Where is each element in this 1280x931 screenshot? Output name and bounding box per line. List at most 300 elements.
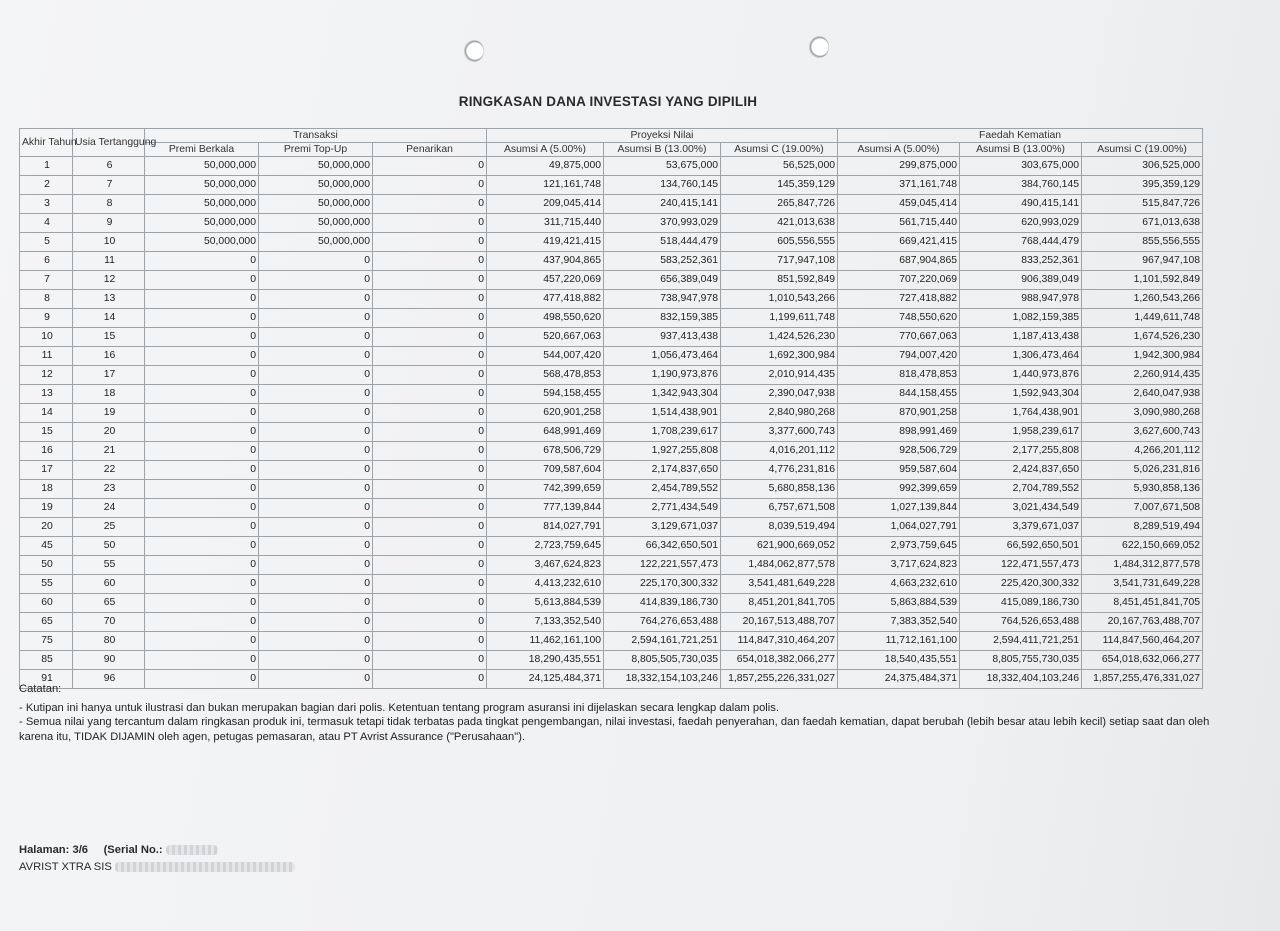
table-cell: 20 xyxy=(20,518,73,537)
table-cell: 568,478,853 xyxy=(487,366,604,385)
table-cell: 265,847,726 xyxy=(721,195,838,214)
table-cell: 742,399,659 xyxy=(487,480,604,499)
redacted-serial xyxy=(166,845,218,855)
table-cell: 2,704,789,552 xyxy=(960,480,1082,499)
table-cell: 748,550,620 xyxy=(838,309,960,328)
table-cell: 0 xyxy=(145,537,259,556)
table-cell: 0 xyxy=(145,499,259,518)
table-row xyxy=(20,347,1203,366)
table-cell: 0 xyxy=(259,613,373,632)
table-cell: 5 xyxy=(20,233,73,252)
table-cell: 0 xyxy=(259,461,373,480)
table-cell: 80 xyxy=(73,632,145,651)
page-footer xyxy=(19,842,295,876)
table-cell: 520,667,063 xyxy=(487,328,604,347)
table-row xyxy=(20,157,1203,176)
table-row xyxy=(20,385,1203,404)
product-name: AVRIST XTRA SIS xyxy=(19,861,112,873)
table-cell: 24,125,484,371 xyxy=(487,670,604,689)
table-cell: 85 xyxy=(20,651,73,670)
table-cell: 5,613,884,539 xyxy=(487,594,604,613)
table-cell: 25 xyxy=(73,518,145,537)
table-cell: 4,663,232,610 xyxy=(838,575,960,594)
table-cell: 0 xyxy=(373,404,487,423)
table-cell: 20,167,513,488,707 xyxy=(721,613,838,632)
table-cell: 0 xyxy=(373,423,487,442)
table-cell: 0 xyxy=(145,442,259,461)
table-cell: 0 xyxy=(259,651,373,670)
table-cell: 299,875,000 xyxy=(838,157,960,176)
table-cell: 0 xyxy=(373,157,487,176)
table-cell: 7,383,352,540 xyxy=(838,613,960,632)
table-cell: 0 xyxy=(373,290,487,309)
table-cell: 2,594,161,721,251 xyxy=(604,632,721,651)
notes-section xyxy=(19,682,1219,744)
table-cell: 14 xyxy=(20,404,73,423)
table-cell: 0 xyxy=(373,252,487,271)
table-cell: 0 xyxy=(145,556,259,575)
table-cell: 605,556,555 xyxy=(721,233,838,252)
table-cell: 620,901,258 xyxy=(487,404,604,423)
table-cell: 1,056,473,464 xyxy=(604,347,721,366)
table-cell: 4 xyxy=(20,214,73,233)
table-cell: 622,150,669,052 xyxy=(1082,537,1203,556)
table-cell: 1,027,139,844 xyxy=(838,499,960,518)
table-cell: 1,692,300,984 xyxy=(721,347,838,366)
table-cell: 1,484,312,877,578 xyxy=(1082,556,1203,575)
table-cell: 0 xyxy=(373,309,487,328)
table-row xyxy=(20,461,1203,480)
table-cell: 1,857,255,226,331,027 xyxy=(721,670,838,689)
table-row xyxy=(20,632,1203,651)
group-proyeksi: Proyeksi Nilai xyxy=(487,129,838,143)
table-cell: 0 xyxy=(259,594,373,613)
table-cell: 0 xyxy=(373,366,487,385)
table-cell: 395,359,129 xyxy=(1082,176,1203,195)
table-cell: 0 xyxy=(259,252,373,271)
table-cell: 0 xyxy=(259,518,373,537)
investment-table xyxy=(19,128,1203,689)
table-cell: 2,973,759,645 xyxy=(838,537,960,556)
table-cell: 844,158,455 xyxy=(838,385,960,404)
table-cell: 14 xyxy=(73,309,145,328)
table-cell: 0 xyxy=(373,480,487,499)
table-cell: 2,010,914,435 xyxy=(721,366,838,385)
table-cell: 19 xyxy=(20,499,73,518)
col-usia: Usia Tertanggung xyxy=(73,129,145,157)
table-cell: 240,415,141 xyxy=(604,195,721,214)
table-cell: 114,847,560,464,207 xyxy=(1082,632,1203,651)
table-cell: 814,027,791 xyxy=(487,518,604,537)
table-cell: 1,064,027,791 xyxy=(838,518,960,537)
table-cell: 0 xyxy=(373,670,487,689)
table-cell: 654,018,632,066,277 xyxy=(1082,651,1203,670)
table-cell: 421,013,638 xyxy=(721,214,838,233)
col-faedah-c: Asumsi C (19.00%) xyxy=(1082,143,1203,157)
table-cell: 988,947,978 xyxy=(960,290,1082,309)
table-cell: 0 xyxy=(145,575,259,594)
table-cell: 11,462,161,100 xyxy=(487,632,604,651)
table-cell: 0 xyxy=(373,499,487,518)
table-cell: 3,129,671,037 xyxy=(604,518,721,537)
table-cell: 0 xyxy=(145,518,259,537)
table-cell: 0 xyxy=(259,480,373,499)
table-cell: 96 xyxy=(73,670,145,689)
table-cell: 50,000,000 xyxy=(259,233,373,252)
table-cell: 3,467,624,823 xyxy=(487,556,604,575)
table-row xyxy=(20,328,1203,347)
table-row xyxy=(20,480,1203,499)
table-row xyxy=(20,499,1203,518)
table-cell: 2,840,980,268 xyxy=(721,404,838,423)
table-cell: 0 xyxy=(145,271,259,290)
table-cell: 50,000,000 xyxy=(145,176,259,195)
table-cell: 2,424,837,650 xyxy=(960,461,1082,480)
table-row xyxy=(20,404,1203,423)
table-row xyxy=(20,195,1203,214)
table-cell: 4,016,201,112 xyxy=(721,442,838,461)
table-cell: 0 xyxy=(145,423,259,442)
table-cell: 648,991,469 xyxy=(487,423,604,442)
table-cell: 1,199,611,748 xyxy=(721,309,838,328)
table-cell: 437,904,865 xyxy=(487,252,604,271)
table-cell: 1,082,159,385 xyxy=(960,309,1082,328)
table-cell: 50,000,000 xyxy=(259,195,373,214)
table-cell: 90 xyxy=(73,651,145,670)
table-row xyxy=(20,423,1203,442)
table-cell: 0 xyxy=(145,252,259,271)
table-cell: 5,680,858,136 xyxy=(721,480,838,499)
punch-hole xyxy=(809,36,829,58)
table-cell: 0 xyxy=(373,176,487,195)
table-cell: 0 xyxy=(373,271,487,290)
notes-heading: Catatan: xyxy=(19,683,62,695)
table-cell: 370,993,029 xyxy=(604,214,721,233)
table-cell: 2,177,255,808 xyxy=(960,442,1082,461)
table-cell: 0 xyxy=(259,271,373,290)
table-cell: 678,506,729 xyxy=(487,442,604,461)
table-cell: 1,592,943,304 xyxy=(960,385,1082,404)
table-cell: 24,375,484,371 xyxy=(838,670,960,689)
table-cell: 13 xyxy=(20,385,73,404)
table-cell: 50 xyxy=(20,556,73,575)
table-cell: 16 xyxy=(73,347,145,366)
table-cell: 707,220,069 xyxy=(838,271,960,290)
table-cell: 937,413,438 xyxy=(604,328,721,347)
table-cell: 5,930,858,136 xyxy=(1082,480,1203,499)
table-row xyxy=(20,556,1203,575)
table-cell: 2,594,411,721,251 xyxy=(960,632,1082,651)
table-cell: 0 xyxy=(373,328,487,347)
table-cell: 15 xyxy=(73,328,145,347)
table-row xyxy=(20,518,1203,537)
table-cell: 50,000,000 xyxy=(145,214,259,233)
table-cell: 870,901,258 xyxy=(838,404,960,423)
table-cell: 50,000,000 xyxy=(259,176,373,195)
table-cell: 2,640,047,938 xyxy=(1082,385,1203,404)
table-cell: 1,484,062,877,578 xyxy=(721,556,838,575)
table-cell: 16 xyxy=(20,442,73,461)
table-cell: 18,540,435,551 xyxy=(838,651,960,670)
table-row xyxy=(20,271,1203,290)
table-cell: 9 xyxy=(73,214,145,233)
table-cell: 114,847,310,464,207 xyxy=(721,632,838,651)
table-cell: 50,000,000 xyxy=(145,157,259,176)
table-cell: 1,958,239,617 xyxy=(960,423,1082,442)
table-cell: 0 xyxy=(373,651,487,670)
table-row xyxy=(20,214,1203,233)
table-cell: 145,359,129 xyxy=(721,176,838,195)
table-cell: 12 xyxy=(73,271,145,290)
col-proyeksi-c: Asumsi C (19.00%) xyxy=(721,143,838,157)
table-cell: 0 xyxy=(259,632,373,651)
table-cell: 3,627,600,743 xyxy=(1082,423,1203,442)
table-cell: 4,266,201,112 xyxy=(1082,442,1203,461)
table-cell: 2,723,759,645 xyxy=(487,537,604,556)
table-cell: 777,139,844 xyxy=(487,499,604,518)
table-cell: 4,413,232,610 xyxy=(487,575,604,594)
table-cell: 55 xyxy=(20,575,73,594)
table-cell: 23 xyxy=(73,480,145,499)
table-cell: 794,007,420 xyxy=(838,347,960,366)
table-row xyxy=(20,594,1203,613)
table-cell: 0 xyxy=(259,575,373,594)
table-cell: 2,390,047,938 xyxy=(721,385,838,404)
table-row xyxy=(20,537,1203,556)
note-item: - Semua nilai yang tercantum dalam ringkasan produk ini, termasuk tetapi tidak terbatas pada tingkat pengembangan, nilai investasi, faedah penyerahan, dan faedah kematian, dapat berubah (lebih besar atau lebih kecil) setiap saat dan oleh karena itu, TIDAK DIJAMIN oleh agen, petugas pemasaran, atau PT Avrist Assurance ("Perusahaan"). xyxy=(19,716,1210,743)
table-cell: 8,289,519,494 xyxy=(1082,518,1203,537)
col-proyeksi-a: Asumsi A (5.00%) xyxy=(487,143,604,157)
table-cell: 17 xyxy=(20,461,73,480)
table-cell: 6 xyxy=(20,252,73,271)
note-item: - Kutipan ini hanya untuk ilustrasi dan bukan merupakan bagian dari polis. Ketentuan tentang program asuransi ini dijelaskan secara lengkap dalam polis. xyxy=(19,702,779,715)
table-cell: 832,159,385 xyxy=(604,309,721,328)
table-cell: 898,991,469 xyxy=(838,423,960,442)
table-cell: 0 xyxy=(145,670,259,689)
table-cell: 0 xyxy=(259,290,373,309)
table-cell: 1,764,438,901 xyxy=(960,404,1082,423)
table-cell: 7 xyxy=(73,176,145,195)
table-cell: 1,857,255,476,331,027 xyxy=(1082,670,1203,689)
table-cell: 18 xyxy=(73,385,145,404)
table-cell: 768,444,479 xyxy=(960,233,1082,252)
table-cell: 0 xyxy=(373,556,487,575)
serial-label: (Serial No.: xyxy=(103,844,163,856)
table-cell: 121,161,748 xyxy=(487,176,604,195)
col-faedah-b: Asumsi B (13.00%) xyxy=(960,143,1082,157)
table-cell: 15 xyxy=(20,423,73,442)
table-cell: 3,541,731,649,228 xyxy=(1082,575,1203,594)
table-cell: 0 xyxy=(145,328,259,347)
table-cell: 0 xyxy=(259,423,373,442)
table-cell: 0 xyxy=(145,347,259,366)
table-cell: 0 xyxy=(259,366,373,385)
table-cell: 55 xyxy=(73,556,145,575)
table-cell: 0 xyxy=(373,195,487,214)
table-row xyxy=(20,366,1203,385)
table-cell: 992,399,659 xyxy=(838,480,960,499)
table-cell: 0 xyxy=(145,385,259,404)
table-cell: 671,013,638 xyxy=(1082,214,1203,233)
table-cell: 7,133,352,540 xyxy=(487,613,604,632)
table-cell: 0 xyxy=(259,499,373,518)
table-cell: 8,039,519,494 xyxy=(721,518,838,537)
table-cell: 56,525,000 xyxy=(721,157,838,176)
table-cell: 477,418,882 xyxy=(487,290,604,309)
table-cell: 855,556,555 xyxy=(1082,233,1203,252)
table-cell: 1,927,255,808 xyxy=(604,442,721,461)
table-cell: 225,170,300,332 xyxy=(604,575,721,594)
table-cell: 10 xyxy=(73,233,145,252)
table-cell: 10 xyxy=(20,328,73,347)
table-cell: 18,332,404,103,246 xyxy=(960,670,1082,689)
table-cell: 1,708,239,617 xyxy=(604,423,721,442)
table-cell: 20,167,763,488,707 xyxy=(1082,613,1203,632)
table-cell: 18,290,435,551 xyxy=(487,651,604,670)
table-cell: 654,018,382,066,277 xyxy=(721,651,838,670)
table-cell: 0 xyxy=(373,233,487,252)
table-cell: 0 xyxy=(373,385,487,404)
table-cell: 384,760,145 xyxy=(960,176,1082,195)
table-cell: 134,760,145 xyxy=(604,176,721,195)
table-cell: 303,675,000 xyxy=(960,157,1082,176)
group-faedah: Faedah Kematian xyxy=(838,129,1203,143)
table-cell: 498,550,620 xyxy=(487,309,604,328)
table-cell: 1,424,526,230 xyxy=(721,328,838,347)
table-cell: 21 xyxy=(73,442,145,461)
col-premi-berkala: Premi Berkala xyxy=(145,143,259,157)
table-cell: 3 xyxy=(20,195,73,214)
table-cell: 414,839,186,730 xyxy=(604,594,721,613)
table-cell: 1,449,611,748 xyxy=(1082,309,1203,328)
table-cell: 17 xyxy=(73,366,145,385)
table-row xyxy=(20,651,1203,670)
table-cell: 0 xyxy=(259,442,373,461)
table-cell: 0 xyxy=(259,670,373,689)
table-cell: 5,026,231,816 xyxy=(1082,461,1203,480)
table-cell: 65 xyxy=(73,594,145,613)
table-cell: 687,904,865 xyxy=(838,252,960,271)
table-cell: 0 xyxy=(145,480,259,499)
table-cell: 3,541,481,649,228 xyxy=(721,575,838,594)
table-cell: 0 xyxy=(259,328,373,347)
table-cell: 18,332,154,103,246 xyxy=(604,670,721,689)
table-cell: 3,377,600,743 xyxy=(721,423,838,442)
col-premi-topup: Premi Top-Up xyxy=(259,143,373,157)
table-cell: 518,444,479 xyxy=(604,233,721,252)
table-cell: 1,260,543,266 xyxy=(1082,290,1203,309)
table-row xyxy=(20,176,1203,195)
table-cell: 66,342,650,501 xyxy=(604,537,721,556)
table-body xyxy=(20,157,1203,689)
table-cell: 7,007,671,508 xyxy=(1082,499,1203,518)
table-cell: 0 xyxy=(145,651,259,670)
table-cell: 20 xyxy=(73,423,145,442)
table-cell: 50,000,000 xyxy=(259,214,373,233)
table-cell: 371,161,748 xyxy=(838,176,960,195)
table-row xyxy=(20,613,1203,632)
table-cell: 621,900,669,052 xyxy=(721,537,838,556)
table-cell: 53,675,000 xyxy=(604,157,721,176)
table-cell: 0 xyxy=(373,575,487,594)
table-cell: 419,421,415 xyxy=(487,233,604,252)
table-cell: 8,451,451,841,705 xyxy=(1082,594,1203,613)
table-cell: 5,863,884,539 xyxy=(838,594,960,613)
table-cell: 0 xyxy=(373,613,487,632)
table-cell: 0 xyxy=(259,385,373,404)
table-cell: 0 xyxy=(373,347,487,366)
table-cell: 311,715,440 xyxy=(487,214,604,233)
table-cell: 6 xyxy=(73,157,145,176)
table-cell: 1,306,473,464 xyxy=(960,347,1082,366)
table-cell: 0 xyxy=(259,309,373,328)
table-cell: 1,101,592,849 xyxy=(1082,271,1203,290)
table-cell: 1,342,943,304 xyxy=(604,385,721,404)
table-cell: 2,174,837,650 xyxy=(604,461,721,480)
table-cell: 209,045,414 xyxy=(487,195,604,214)
table-cell: 7 xyxy=(20,271,73,290)
table-cell: 764,526,653,488 xyxy=(960,613,1082,632)
table-cell: 3,717,624,823 xyxy=(838,556,960,575)
table-cell: 717,947,108 xyxy=(721,252,838,271)
table-cell: 65 xyxy=(20,613,73,632)
table-cell: 1,942,300,984 xyxy=(1082,347,1203,366)
table-row xyxy=(20,233,1203,252)
table-cell: 0 xyxy=(373,537,487,556)
table-cell: 60 xyxy=(20,594,73,613)
table-cell: 4,776,231,816 xyxy=(721,461,838,480)
table-cell: 49,875,000 xyxy=(487,157,604,176)
table-cell: 1,187,413,438 xyxy=(960,328,1082,347)
table-cell: 0 xyxy=(259,556,373,575)
table-cell: 24 xyxy=(73,499,145,518)
col-penarikan: Penarikan xyxy=(373,143,487,157)
table-cell: 13 xyxy=(73,290,145,309)
table-cell: 8,805,755,730,035 xyxy=(960,651,1082,670)
table-cell: 818,478,853 xyxy=(838,366,960,385)
table-cell: 11,712,161,100 xyxy=(838,632,960,651)
table-cell: 0 xyxy=(145,366,259,385)
table-cell: 8,451,201,841,705 xyxy=(721,594,838,613)
table-cell: 2,260,914,435 xyxy=(1082,366,1203,385)
table-cell: 967,947,108 xyxy=(1082,252,1203,271)
table-cell: 12 xyxy=(20,366,73,385)
table-cell: 459,045,414 xyxy=(838,195,960,214)
table-cell: 50,000,000 xyxy=(259,157,373,176)
table-cell: 1,440,973,876 xyxy=(960,366,1082,385)
table-cell: 727,418,882 xyxy=(838,290,960,309)
table-cell: 851,592,849 xyxy=(721,271,838,290)
table-cell: 0 xyxy=(145,290,259,309)
table-cell: 457,220,069 xyxy=(487,271,604,290)
table-cell: 928,506,729 xyxy=(838,442,960,461)
table-cell: 0 xyxy=(259,537,373,556)
table-cell: 2,454,789,552 xyxy=(604,480,721,499)
page-title: RINGKASAN DANA INVESTASI YANG DIPILIH xyxy=(458,94,758,109)
table-cell: 91 xyxy=(20,670,73,689)
table-cell: 50,000,000 xyxy=(145,195,259,214)
table-cell: 60 xyxy=(73,575,145,594)
table-cell: 11 xyxy=(20,347,73,366)
table-cell: 306,525,000 xyxy=(1082,157,1203,176)
table-cell: 0 xyxy=(373,214,487,233)
table-row xyxy=(20,309,1203,328)
table-cell: 0 xyxy=(145,404,259,423)
table-row xyxy=(20,290,1203,309)
table-cell: 490,415,141 xyxy=(960,195,1082,214)
table-cell: 669,421,415 xyxy=(838,233,960,252)
table-cell: 1,010,543,266 xyxy=(721,290,838,309)
